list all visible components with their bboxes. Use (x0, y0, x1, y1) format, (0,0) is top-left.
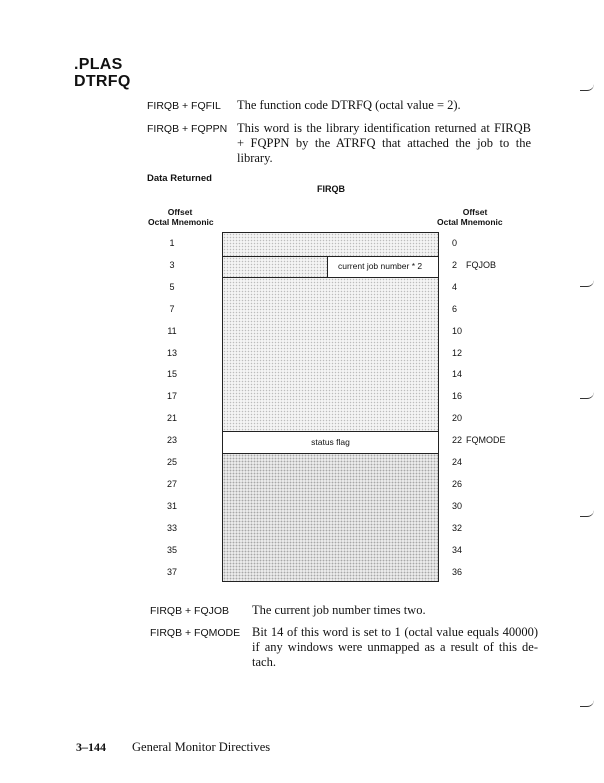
def-text-fqfil: The function code DTRFQ (octal value = 2). (237, 98, 461, 112)
right-offset-label: 4 (452, 282, 458, 292)
margin-mark (580, 84, 594, 91)
page-number: 3–144 (76, 740, 106, 754)
left-offset-label: 13 (166, 348, 177, 358)
right-offset-label: 32 (452, 523, 463, 533)
reserved-byte-3 (223, 257, 327, 278)
right-offset-label: 36 (452, 567, 463, 577)
right-mnemonic-label: FQJOB (466, 260, 497, 270)
right-offset-label: 20 (452, 413, 463, 423)
reserved-region-top (223, 233, 438, 256)
left-offset-label: 23 (166, 435, 177, 445)
right-offset-label: 14 (452, 369, 463, 379)
def-text-fqjob: The current job number times two. (252, 603, 426, 617)
figure-title: FIRQB (317, 184, 345, 194)
left-offset-label: 33 (166, 523, 177, 533)
margin-mark (580, 700, 594, 707)
field-status-label: status flag (311, 437, 350, 447)
left-header-octal-mnemonic: Octal Mnemonic (148, 217, 214, 227)
def-text-fqppn: This word is the library identification returned at FIRQB + FQPPN by the ATRFQ that attached the job to the library. (237, 121, 531, 165)
firqb-diagram (222, 232, 439, 582)
left-offset-label: 3 (169, 260, 175, 270)
left-offset-label: 21 (166, 413, 177, 423)
row-fqmode (223, 431, 438, 454)
section-heading-dtrfq: DTRFQ (74, 73, 131, 90)
right-offset-label: 34 (452, 545, 463, 555)
def-label-fqfil: FIRQB + FQFIL (147, 100, 221, 112)
right-offset-label: 2 (452, 260, 458, 270)
left-offset-label: 31 (166, 501, 177, 511)
left-offset-label: 11 (167, 326, 177, 336)
field-job-label: current job number * 2 (338, 261, 423, 271)
right-header-octal-mnemonic: Octal Mnemonic (437, 217, 503, 227)
margin-mark (580, 392, 594, 399)
left-offset-label: 17 (166, 391, 177, 401)
left-offset-label: 15 (166, 369, 177, 379)
right-offset-label: 6 (452, 304, 458, 314)
left-header-offset: Offset (167, 207, 193, 217)
left-offset-label: 35 (166, 545, 177, 555)
left-offset-label: 1 (169, 238, 175, 248)
def-text-fqmode: Bit 14 of this word is set to 1 (octal value equals 40000) if any windows were unmapped as a result of this de-tach. (252, 625, 538, 669)
left-offset-label: 37 (166, 567, 177, 577)
right-offset-label: 12 (452, 348, 463, 358)
right-offset-label: 0 (452, 238, 458, 248)
def-label-fqmode: FIRQB + FQMODE (150, 627, 241, 639)
right-offset-label: 26 (452, 479, 463, 489)
footer-title: General Monitor Directives (132, 740, 271, 754)
left-offset-label: 5 (169, 282, 175, 292)
reserved-region-middle (223, 277, 438, 432)
right-offset-label: 22 (452, 435, 463, 445)
row-fqjob (223, 256, 438, 278)
right-offset-label: 10 (452, 326, 463, 336)
right-mnemonic-label: FQMODE (466, 435, 506, 445)
right-header-offset: Offset (462, 207, 488, 217)
right-offset-label: 24 (452, 457, 463, 467)
left-offset-label: 25 (166, 457, 177, 467)
def-label-fqppn: FIRQB + FQPPN (147, 123, 228, 135)
left-offset-label: 27 (166, 479, 177, 489)
left-offset-label: 7 (169, 304, 175, 314)
def-label-fqjob: FIRQB + FQJOB (150, 605, 230, 617)
margin-mark (580, 280, 594, 287)
margin-mark (580, 510, 594, 517)
right-offset-label: 16 (452, 391, 463, 401)
data-returned-title: Data Returned (147, 173, 212, 184)
section-heading-plas: .PLAS (74, 56, 123, 73)
field-job-cell (327, 257, 440, 278)
reserved-region-bottom (223, 453, 438, 581)
right-offset-label: 30 (452, 501, 463, 511)
